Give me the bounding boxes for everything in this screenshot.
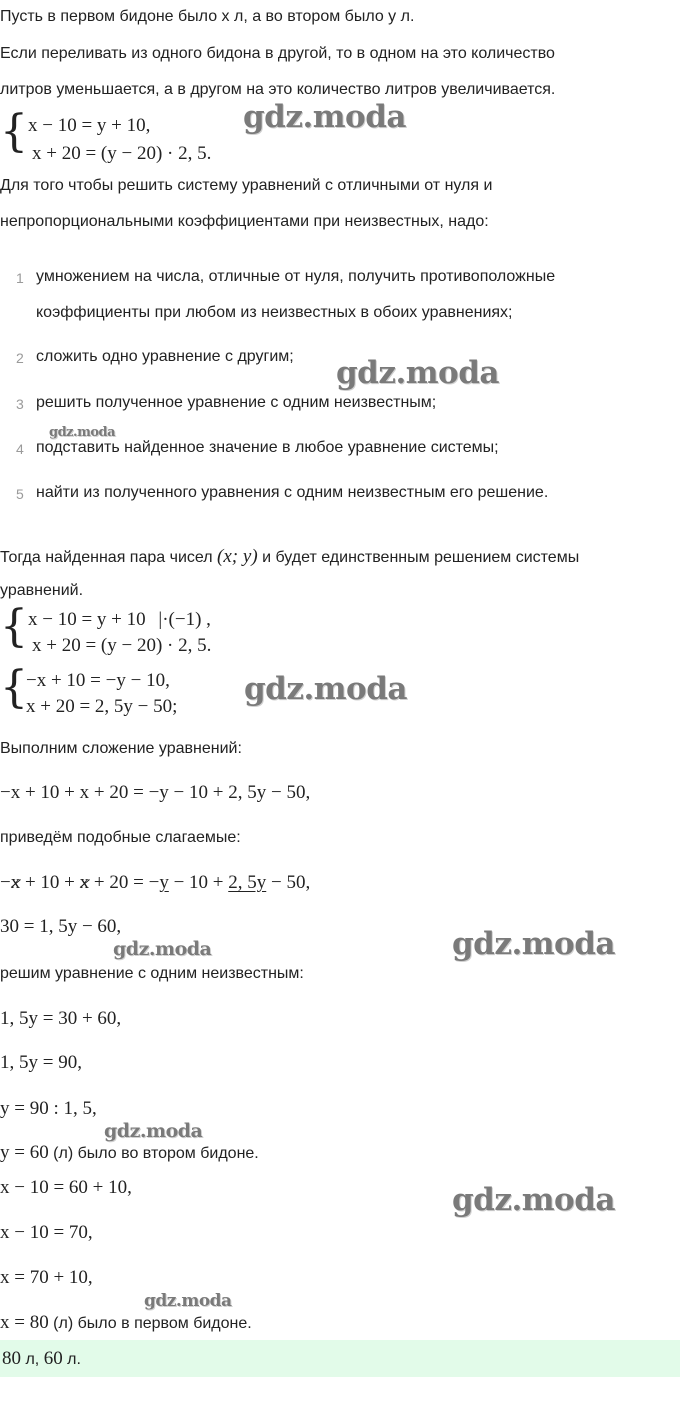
- step-text: коэффициенты при любом из неизвестных в обоих уравнениях;: [36, 304, 513, 321]
- watermark-logo: gdz.moda: [452, 1182, 615, 1218]
- y-result-line: [0, 1142, 259, 1164]
- answer-box: [0, 1340, 680, 1377]
- method-line-1: Для того чтобы решить систему уравнений с отличными от нуля и: [0, 177, 493, 194]
- then-line-1: [0, 546, 579, 568]
- step-text: сложить одно уравнение с другим;: [36, 348, 294, 365]
- y-result-text: (л) было во втором бидоне.: [53, 1145, 259, 1162]
- eq-part: + 10 +: [20, 872, 80, 893]
- equation-step: 1, 5y = 30 + 60,: [0, 1008, 122, 1029]
- system3-eq1: −x + 10 = −y − 10,: [26, 670, 170, 691]
- step-number: 4: [16, 441, 24, 457]
- y-result-eq: y = 60: [0, 1142, 49, 1163]
- intro-line-2: Если переливать из одного бидона в другой, то в одном на это количество: [0, 45, 555, 62]
- x-result-text: (л) было в первом бидоне.: [53, 1315, 252, 1332]
- watermark-logo: gdz.moda: [49, 425, 116, 440]
- step-number: 2: [16, 350, 24, 366]
- system1-eq1: x − 10 = y + 10,: [28, 115, 151, 136]
- underlined-term: 2, 5y: [228, 872, 267, 893]
- system1-eq2: x + 20 = (y − 20) · 2, 5.: [32, 143, 212, 164]
- step-number: 5: [16, 486, 24, 502]
- system3-eq2: x + 20 = 2, 5y − 50;: [26, 696, 178, 717]
- eq-part: − 10 +: [168, 872, 229, 893]
- equation-step: x = 70 + 10,: [0, 1267, 93, 1288]
- watermark-logo: gdz.moda: [104, 1120, 203, 1142]
- equation-30: 30 = 1, 5y − 60,: [0, 916, 122, 937]
- then-pair: (x; y): [217, 546, 258, 567]
- watermark-logo: gdz.moda: [336, 355, 499, 391]
- system2-eq1: [28, 609, 211, 631]
- x-result-eq: x = 80: [0, 1312, 49, 1333]
- step-text: решить полученное уравнение с одним неизвестным;: [36, 394, 437, 411]
- eq-part: + 20 = −: [89, 872, 160, 893]
- x-result-line: [0, 1312, 252, 1334]
- method-line-2: непропорциональными коэффициентами при неизвестных, надо:: [0, 213, 489, 230]
- answer-value: 80: [2, 1348, 21, 1369]
- equation-step: 1, 5y = 90,: [0, 1052, 82, 1073]
- step-number: 1: [16, 270, 24, 286]
- watermark-logo: gdz.moda: [244, 671, 407, 707]
- equation-step: x − 10 = 60 + 10,: [0, 1177, 132, 1198]
- solve-label: решим уравнение с одним неизвестным:: [0, 965, 304, 982]
- answer-unit: л,: [25, 1351, 40, 1368]
- step-number: 3: [16, 396, 24, 412]
- answer-value: 60: [43, 1348, 63, 1369]
- similar-label: приведём подобные слагаемые:: [0, 829, 241, 846]
- similar-equation: [0, 872, 310, 894]
- step-text: умножением на числа, отличные от нуля, получить противоположные: [36, 268, 556, 285]
- step-text: найти из полученного уравнения с одним неизвестным его решение.: [36, 484, 549, 501]
- add-equation: −x + 10 + x + 20 = −y − 10 + 2, 5y − 50,: [0, 782, 311, 803]
- system2-eq1-expr: x − 10 = y + 10: [28, 609, 146, 630]
- system-brace: {: [0, 601, 28, 652]
- intro-line-1: Пусть в первом бидоне было x л, а во втором было y л.: [0, 8, 415, 25]
- watermark-logo: gdz.moda: [243, 99, 406, 135]
- then-suffix: и будет единственным решением системы: [262, 549, 580, 566]
- system-brace: {: [0, 662, 28, 713]
- watermark-logo: gdz.moda: [144, 1291, 232, 1311]
- eq-part: −: [0, 872, 11, 893]
- add-label: Выполним сложение уравнений:: [0, 740, 242, 757]
- equation-step: x − 10 = 70,: [0, 1222, 93, 1243]
- watermark-logo: gdz.moda: [113, 938, 212, 960]
- then-line-2: уравнений.: [0, 582, 84, 599]
- system2-multiplier: |·(−1) ,: [158, 609, 211, 630]
- step-text: подставить найденное значение в любое уравнение системы;: [36, 439, 499, 456]
- underlined-term: y: [159, 872, 169, 893]
- cancelled-term: x: [79, 872, 90, 893]
- eq-part: − 50,: [266, 872, 311, 893]
- answer-unit: л.: [67, 1351, 81, 1368]
- intro-line-3: литров уменьшается, а в другом на это количество литров увеличивается.: [0, 81, 556, 98]
- watermark-logo: gdz.moda: [452, 926, 615, 962]
- cancelled-term: x: [10, 872, 21, 893]
- equation-step: y = 90 : 1, 5,: [0, 1098, 97, 1119]
- answer-text: [2, 1348, 81, 1370]
- system2-eq2: x + 20 = (y − 20) · 2, 5.: [32, 635, 212, 656]
- then-prefix: Тогда найденная пара чисел: [0, 549, 213, 566]
- system-brace: {: [0, 106, 28, 157]
